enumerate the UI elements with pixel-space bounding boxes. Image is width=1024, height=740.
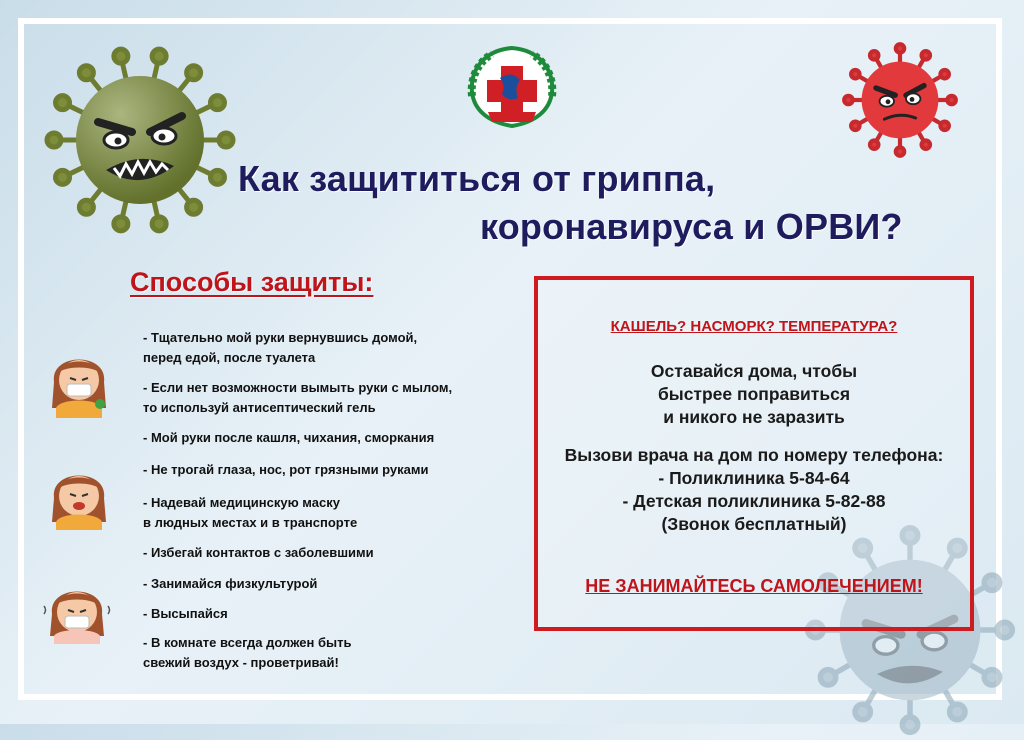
list-item: - Надевай медицинскую маску в людных местах и в транспорте [143,495,358,530]
info-panel [534,276,974,631]
methods-heading: Способы защиты: [130,267,374,297]
sick-girl-icon [40,574,112,644]
sick-girl-icon [46,458,112,530]
title-line-2: коронавируса и ОРВИ? [480,206,903,247]
list-item: - Занимайся физкультурой [143,576,318,591]
symptoms-heading: КАШЕЛЬ? НАСМОРК? ТЕМПЕРАТУРА? [610,318,898,335]
self-treatment-warning: НЕ ЗАНИМАЙТЕСЬ САМОЛЕЧЕНИЕМ! [585,576,923,596]
list-item: - Не трогай глаза, нос, рот грязными руками [143,462,429,477]
stay-home-text: Оставайся дома, чтобы быстрее поправиться и никого не заразить [650,361,858,427]
hospital-logo-icon [458,40,566,136]
list-item: - В комнате всегда должен быть свежий воздух - проветривай! [143,635,352,670]
sick-girl-icon [46,342,112,418]
call-doctor-text: Вызови врача на дом по номеру телефона: - Поликлиника 5-84-64 - Детская поликлиника 5-82-88 (Звонок бесплатный) [564,445,944,534]
virus-red-icon [840,40,960,160]
title-line-1: Как защититься от гриппа, [238,158,716,199]
list-item: - Высыпайся [143,606,228,621]
list-item: - Избегай контактов с заболевшими [143,545,374,560]
list-item: - Тщательно мой руки вернувшись домой, перед едой, после туалета [143,330,418,365]
virus-green-icon [40,40,240,240]
list-item: - Если нет возможности вымыть руки с мылом, то используй антисептический гель [143,380,453,415]
list-item: - Мой руки после кашля, чихания, сморкания [143,430,435,445]
